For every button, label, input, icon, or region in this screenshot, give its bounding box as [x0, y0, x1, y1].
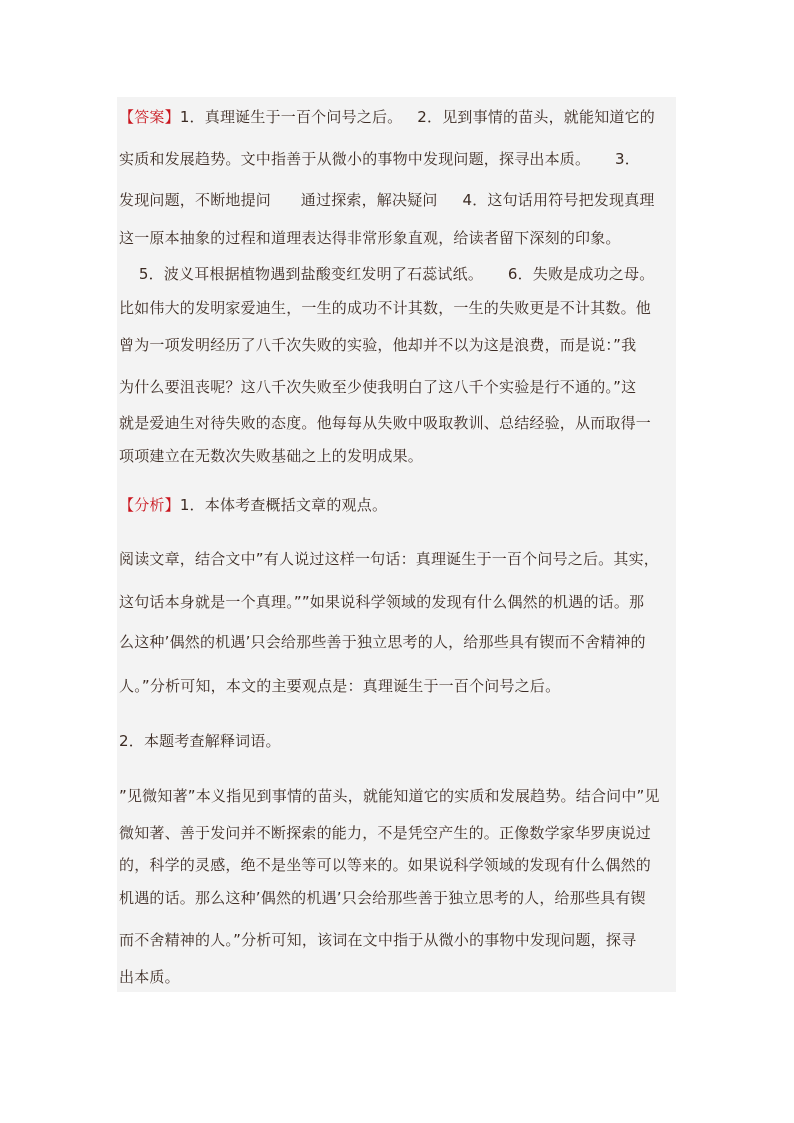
analysis-para1-line-2: 这句话本身就是一个真理。””如果说科学领域的发现有什么偶然的机遇的话。那	[119, 593, 645, 611]
analysis-line-1	[119, 495, 679, 515]
analysis-para2-line-5: 而不舍精神的人。”分析可知，该词在文中指于从微小的事物中发现问题，探寻	[119, 931, 637, 949]
answer-line-6: 比如伟大的发明家爱迪生，一生的成功不计其数，一生的失败更是不计其数。他	[119, 299, 652, 317]
answer-line-5: 5．波义耳根据植物遇到盐酸变红发明了石蕊试纸。 6．失败是成功之母。	[119, 265, 655, 283]
answer-line-10: 项项建立在无数次失败基础之上的发明成果。	[119, 447, 424, 465]
analysis-para2-line-3: 的，科学的灵感，绝不是坐等可以等来的。如果说科学领域的发现有什么偶然的	[119, 856, 652, 874]
analysis-para1-line-3: 么这种’偶然的机遇’只会给那些善于独立思考的人，给那些具有锲而不舍精神的	[119, 633, 646, 651]
answer-line-1	[119, 107, 679, 127]
analysis-para2-line-1: ”见微知著”本义指见到事情的苗头，就能知道它的实质和发展趋势。结合问中”见	[119, 787, 660, 805]
answer-line-8: 为什么要沮丧呢？这八千次失败至少使我明白了这八千个实验是行不通的。”这	[119, 378, 637, 396]
answer-tag: 【答案】	[119, 108, 180, 126]
answer-line-9: 就是爱迪生对待失败的态度。他每每从失败中吸取教训、总结经验，从而取得一	[119, 414, 652, 432]
answer-text: 1．真理诞生于一百个问号之后。 2．见到事情的苗头，就能知道它的	[179, 108, 656, 126]
analysis-item-2-title: 2．本题考查解释词语。	[119, 732, 281, 750]
analysis-para2-line-6: 出本质。	[119, 968, 180, 986]
analysis-para2-line-4: 机遇的话。那么这种’偶然的机遇’只会给那些善于独立思考的人，给那些具有锲	[119, 889, 646, 907]
answer-line-4: 这一原本抽象的过程和道理表达得非常形象直观，给读者留下深刻的印象。	[119, 229, 621, 247]
analysis-para2-line-2: 微知著、善于发问并不断探索的能力，不是凭空产生的。正像数学家华罗庚说过	[119, 824, 652, 842]
answer-line-7: 曾为一项发明经历了八千次失败的实验，他却并不以为这是浪费，而是说：”我	[119, 336, 637, 354]
answer-line-3: 发现问题，不断地提问 通过探索，解决疑问 4．这句话用符号把发现真理	[119, 191, 655, 209]
answer-line-2: 实质和发展趋势。文中指善于从微小的事物中发现问题，探寻出本质。 3．	[119, 150, 640, 168]
analysis-para1-line-1: 阅读文章，结合文中”有人说过这样一句话：真理诞生于一百个问号之后。其实，	[119, 550, 659, 568]
analysis-para1-line-4: 人。”分析可知，本文的主要观点是：真理诞生于一百个问号之后。	[119, 677, 561, 695]
analysis-item-1: 1．本体考查概括文章的观点。	[179, 496, 388, 514]
analysis-tag: 【分析】	[119, 496, 180, 514]
